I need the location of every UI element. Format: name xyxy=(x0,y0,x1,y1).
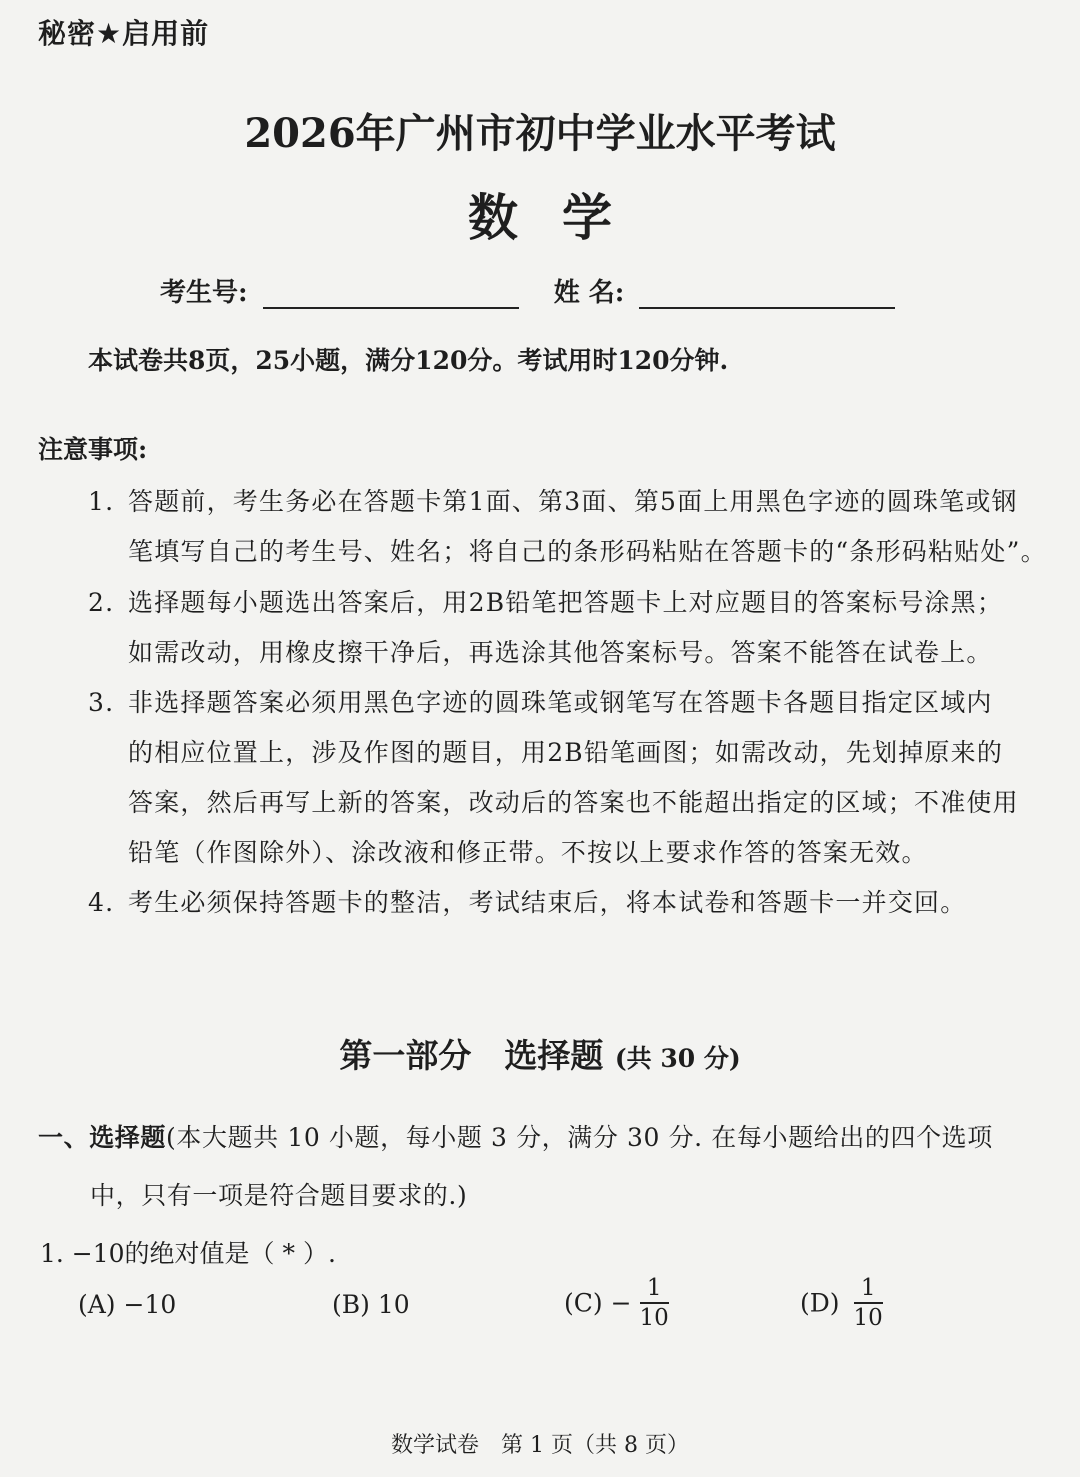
option-c-sign: − xyxy=(610,1288,632,1318)
exam-number-label: 考生号: xyxy=(160,278,248,308)
option-c-numerator: 1 xyxy=(640,1276,669,1304)
option-c-fraction xyxy=(640,1276,669,1330)
name-label: 姓 名: xyxy=(553,278,625,308)
part-title-text: 第一部分 选择题 xyxy=(339,1036,604,1075)
option-b-label: (B) xyxy=(332,1290,370,1319)
notice-item-2-line-1: 2. 选择题每小题选出答案后，用2B铅笔把答题卡上对应题目的答案标号涂黑； xyxy=(88,588,1004,617)
notice-item-1-line-1: 1. 答题前，考生务必在答题卡第1面、第3面、第5面上用黑色字迹的圆珠笔或钢 xyxy=(88,487,1018,516)
option-a-value: −10 xyxy=(123,1290,177,1319)
option-d-fraction xyxy=(854,1276,883,1330)
subject-title: 数学 xyxy=(468,188,656,247)
exam-title: 2026年广州市初中学业水平考试 xyxy=(244,110,836,157)
notice-item-4-line-1: 4. 考生必须保持答题卡的整洁，考试结束后，将本试卷和答题卡一并交回。 xyxy=(88,888,967,917)
question-1-stem: 1. −10的绝对值是（ * ）. xyxy=(40,1239,336,1268)
question-1-option-d xyxy=(800,1276,883,1330)
confidential-mark: 秘密★启用前 xyxy=(38,17,210,50)
notice-item-3-line-4: 铅笔（作图除外）、涂改液和修正带。不按以上要求作答的答案无效。 xyxy=(128,838,928,867)
notice-item-3-line-1: 3. 非选择题答案必须用黑色字迹的圆珠笔或钢笔写在答题卡各题目指定区域内 xyxy=(88,688,993,717)
name-blank[interactable] xyxy=(639,277,895,309)
part-one-title xyxy=(0,1030,1080,1077)
notice-title: 注意事项: xyxy=(38,435,148,464)
part-title-note: (共 30 分) xyxy=(614,1044,741,1073)
question-1-option-a xyxy=(78,1290,176,1319)
section-label: 一、选择题 xyxy=(38,1123,167,1152)
section-desc-line-2: 中，只有一项是符合题目要求的.) xyxy=(90,1181,468,1210)
candidate-fields xyxy=(160,272,895,309)
notice-item-3-line-2: 的相应位置上，涉及作图的题目，用2B铅笔画图；如需改动，先划掉原来的 xyxy=(128,738,1004,767)
option-d-label: (D) xyxy=(800,1288,840,1318)
notice-item-2-line-2: 如需改动，用橡皮擦干净后，再选涂其他答案标号。答案不能答在试卷上。 xyxy=(128,638,993,667)
question-1-option-b xyxy=(332,1290,410,1319)
option-c-label: (C) xyxy=(564,1288,603,1318)
notice-item-3-line-3: 答案，然后再写上新的答案，改动后的答案也不能超出指定的区域；不准使用 xyxy=(128,788,1019,817)
option-b-value: 10 xyxy=(377,1290,410,1319)
exam-number-blank[interactable] xyxy=(263,277,519,309)
notice-item-1-line-2: 笔填写自己的考生号、姓名；将自己的条形码粘贴在答题卡的“条形码粘贴处”。 xyxy=(128,537,1047,566)
option-d-denominator: 10 xyxy=(853,1305,883,1332)
exam-summary: 本试卷共8页，25小题，满分120分。考试用时120分钟. xyxy=(88,346,729,375)
question-1-option-c xyxy=(564,1276,669,1330)
option-c-denominator: 10 xyxy=(639,1305,669,1332)
section-desc-line-1: (本大题共 10 小题，每小题 3 分，满分 30 分. 在每小题给出的四个选项 xyxy=(166,1123,993,1152)
page-footer: 数学试卷 第 1 页（共 8 页） xyxy=(391,1433,689,1458)
option-d-numerator: 1 xyxy=(854,1276,883,1304)
section-heading xyxy=(38,1118,993,1154)
option-a-label: (A) xyxy=(78,1290,116,1319)
